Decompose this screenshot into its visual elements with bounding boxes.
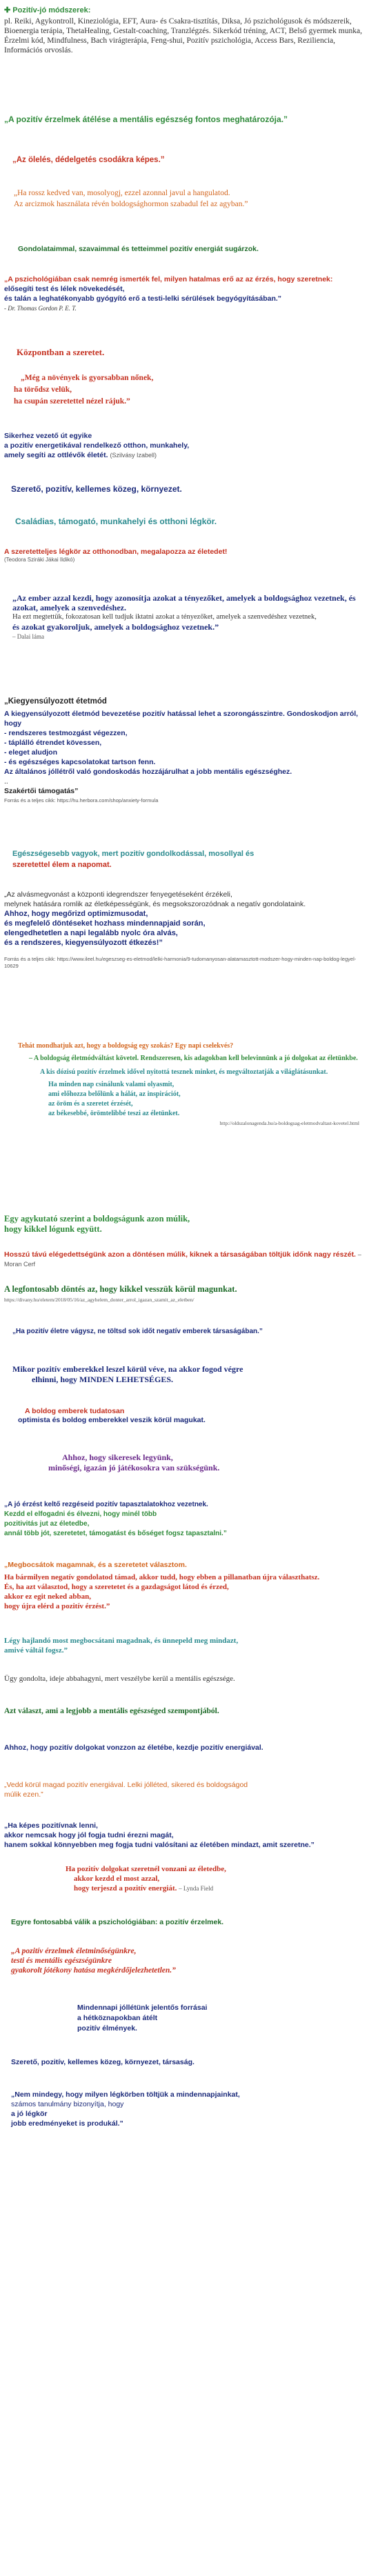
sleep-line2: melynek hatására romlik az életképességünk, és megsokszorozódnak a negatív gondolataink. bbox=[4, 900, 306, 908]
attract-positive: Ahhoz, hogy pozitív dolgokat vonzzon az életébe, kezdje pozitív energiával. bbox=[4, 1744, 263, 1752]
important-decision bbox=[4, 1284, 365, 1305]
atmosphere-line4: jobb eredményeket is produkál.” bbox=[11, 2119, 123, 2128]
quote-gordon-line2: elősegíti test és lélek növekedését, bbox=[4, 285, 125, 293]
balanced-expert-support: Szakértői támogatás” bbox=[4, 787, 79, 795]
positive-life-quote: „Ha pozitív életre vágysz, ne töltsd sok időt negatív emberek társaságában.” bbox=[12, 1328, 263, 1335]
surround-line1: „Vedd körül magad pozitív energiával. Lelki jólléted, sikered és boldogságod bbox=[4, 1781, 248, 1789]
good-vibrations bbox=[4, 1500, 365, 1539]
possible-line2: elhinni, hogy MINDEN LEHETSÉGES. bbox=[32, 1375, 174, 1384]
positive-emotions-psychology: Egyre fontosabbá válik a pszichológiában: a pozitív érzelmek. bbox=[11, 1918, 224, 1926]
spread-line1: Ha pozitív dolgokat szeretnél vonzani az életedbe, bbox=[66, 1865, 226, 1873]
benefits-line3: gyakorolt jótékony hatása megkérdőjelezhetetlen.” bbox=[11, 1966, 176, 1975]
methods-list: pl. Reiki, Agykontroll, Kineziológia, EFT, Aura- és Csakra-tisztítás, Diksa, Jó pszichológusok és módszereik, Bioenergia terápia, ThetaHealing, Gestalt-coaching, Tranzlégzés. Sikerkód tréning, ACT, Belső gyermek munka, Érzelmi kód, Mindfulness, Bach virágterápia, Feng-shui, Pozitív pszichológia, Access Bars, Reziliencia, Információs orvoslás. bbox=[4, 17, 362, 54]
spread-energy bbox=[66, 1864, 365, 1893]
balanced-item-diet: - táplálló étrendet kövessen, bbox=[4, 739, 102, 747]
celebrate-line1: Légy hajlandó most megbocsátani magadnak, és ünnepeld meg mindazt, bbox=[4, 1637, 239, 1645]
balanced-item-exercise: - rendszeres testmozgást végezzen, bbox=[4, 729, 128, 737]
balanced-lifestyle-title: „Kiegyensúlyozott étetmód bbox=[4, 697, 107, 706]
quote-dalai-author: – Dalai láma bbox=[12, 633, 44, 640]
happy-people bbox=[18, 1407, 365, 1425]
atmosphere-line1: „Nem mindegy, hogy milyen légkörben töltjük a mindennapjainkat, bbox=[11, 2090, 240, 2099]
balanced-lifestyle-intro: A kiegyensúlyozott életmód bevezetése pozitív hatással lehet a szorongásszintre. Gondoskodjon arról, hogy bbox=[4, 710, 359, 728]
balanced-lifestyle bbox=[4, 697, 365, 806]
spread-author: – Lynda Field bbox=[179, 1885, 214, 1892]
brain-line1: Egy agykutató szerint a boldogságunk azon múlik, bbox=[4, 1214, 190, 1224]
vibrations-line1: „A jó érzést keltő rezgéseid pozitív tapasztalatokhoz vezetnek. bbox=[4, 1501, 208, 1508]
sleep-line1: „Az alvásmegvonást a központi idegrendszer fenyegetéseként érzékeli, bbox=[4, 890, 232, 899]
quote-gordon bbox=[4, 274, 365, 313]
vibrations-line3: pozitivitás jut az életedbe, bbox=[4, 1520, 90, 1528]
satisfaction-author: – Moran Cerf bbox=[4, 1251, 361, 1268]
forgive-line4: hogy újra elérd a pozitív érzést.” bbox=[4, 1602, 110, 1610]
important-decision-text: A legfontosabb döntés az, hogy kikkel vesszük körül magunkat. bbox=[4, 1284, 237, 1294]
quote-plants-line3: ha csupán szeretettel nézel rájuk.” bbox=[14, 397, 130, 406]
quote-success-line2: a pozitív energetikával rendelkező otthon, munkahely, bbox=[4, 441, 190, 450]
forgive-myself bbox=[4, 1560, 365, 1611]
be-positive bbox=[4, 1821, 365, 1850]
quote-home-author: (Teodora Sziráki Jákai Ildikó) bbox=[4, 557, 75, 563]
quote-smile bbox=[14, 188, 365, 210]
loving-environment: Szerető, pozitív, kellemes közeg, környezet. bbox=[11, 484, 182, 494]
positive-energy-statement: Gondolataimmal, szavaimmal és tetteimmel pozitív energiát sugárzok. bbox=[18, 245, 259, 253]
successful-line2: minőségi, igazán jó játékosokra van szükségünk. bbox=[48, 1463, 220, 1472]
quote-success-home bbox=[4, 431, 365, 460]
methods-section bbox=[4, 6, 365, 14]
quote-benefits bbox=[11, 1946, 365, 1975]
quote-dalai-lama bbox=[12, 593, 365, 641]
healthier-statement bbox=[12, 848, 365, 870]
sleep-line5: elengedhetetlen a napi legalább nyolc óra alvás, bbox=[4, 929, 178, 937]
satisfaction-text: Hosszú távú elégedettségünk azon a döntésen múlik, kiknek a társaságában töltjük időnk nagy részét. bbox=[4, 1250, 356, 1259]
everything-possible bbox=[12, 1364, 365, 1385]
happy-people-line2: optimista és boldog emberekkel veszik körül magukat. bbox=[18, 1416, 206, 1424]
quote-success-line3: amely segíti az ottlévők életét. bbox=[4, 451, 108, 459]
be-positive-line3: hanem sokkal könnyebben meg fogja tudni valósítani az életében mindazt, amit szeretne.” bbox=[4, 1841, 315, 1849]
forgive-line2: És, ha azt választod, hogy a szeretetet és a gazdagságot látod és érzed, bbox=[4, 1583, 229, 1591]
methods-heading: ✚ Pozitív-jó módszerek: bbox=[4, 6, 91, 14]
vibrations-line4: annál több jót, szeretetet, támogatást és bőséget fogsz tapasztalni.” bbox=[4, 1530, 227, 1537]
brain-researcher bbox=[4, 1214, 365, 1235]
sleep-source: Forrás és a teljes cikk: https://www.ileel.hu/egeszseg-es-eletmod/lelki-harmonia/9-tudomanyosan-alatamasztott-modszer-hogy-minden-nap-boldog-legyel-10629 bbox=[4, 956, 357, 969]
quote-success-author: (Szilvásy Izabell) bbox=[110, 452, 157, 459]
surround-line2: múlik ezen.” bbox=[4, 1790, 43, 1799]
quote-smile-line2: Az arcizmok használata révén boldogsághormon szabadul fel az agyban.” bbox=[14, 200, 248, 208]
love-center-heading: Központban a szeretet. bbox=[17, 347, 105, 357]
quote-hug: „Az ölelés, dédelgetés csodákra képes.” bbox=[12, 156, 165, 164]
quote-success-line1: Sikerhez vezető út egyike bbox=[4, 432, 92, 440]
quote-gordon-author: - Dr. Thomas Gordon P. E. T. bbox=[4, 305, 77, 312]
benefits-line1: „A pozitív érzelmek életminőségünkre, bbox=[11, 1947, 137, 1955]
celebrate-yourself bbox=[4, 1636, 365, 1655]
daily-wellbeing bbox=[77, 2003, 365, 2034]
wellbeing-line3: pozitív élmények. bbox=[77, 2024, 137, 2033]
loving-company: Szerető, pozitív, kellemes közeg, környezet, társaság. bbox=[11, 2058, 195, 2066]
be-positive-line2: akkor nemcsak hogy jól fogja tudni érezni magát, bbox=[4, 1831, 174, 1839]
quote-dalai-line1: „Az ember azzal kezdi, hogy azonosítja azokat a tényezőket, amelyek a boldogsághoz vezetnek, és azokat, amelyek a szenvedéshez. bbox=[12, 593, 356, 612]
possible-line1: Mikor pozitív emberekkel leszel körül véve, na akkor fogod végre bbox=[12, 1364, 243, 1374]
habit-line4: ami előhozza belőlünk a hálát, az inspirációt, bbox=[48, 1090, 181, 1098]
atmosphere-line2: számos tanulmány bizonyítja, hogy bbox=[11, 2100, 124, 2108]
spread-line2: akkor kezdd el most azzal, bbox=[74, 1875, 160, 1883]
balanced-dots: .. bbox=[4, 777, 8, 786]
quote-dalai-line2: Ha ezt megtettük, fokozatosan kell tudjuk iktatni azokat a tényezőket, amelyek a szenvedéshez vezetnek, bbox=[12, 613, 317, 621]
balanced-item-sleep: - eleget aludjon bbox=[4, 748, 58, 757]
habit-source: http://oldszalonagenda.hu/a-boldogsag-eletmodvaltast-kovetel.html bbox=[219, 1120, 359, 1126]
be-positive-line1: „Ha képes pozitívnak lenni, bbox=[4, 1821, 98, 1830]
balanced-source: Forrás és a teljes cikk: https://hu.herbora.com/shop/anxiety-formula bbox=[4, 797, 159, 803]
mental-health-stop: Ügy gondolta, ideje abbahagyni, mert veszélybe kerül a mentális egészsége. bbox=[4, 1675, 235, 1683]
forgive-line3: akkor ez egit neked abban, bbox=[4, 1592, 92, 1601]
habit-title: Tehát mondhatjuk azt, hogy a boldogság egy szokás? Egy napi cselekvés? bbox=[18, 1042, 234, 1050]
quote-smile-line1: „Ha rossz kedved van, mosolyogj, ezzel azonnal javul a hangulatod. bbox=[14, 189, 230, 197]
happy-people-line1: A boldog emberek tudatosan bbox=[25, 1407, 125, 1415]
wellbeing-line2: a hétköznapokban átélt bbox=[77, 2014, 158, 2022]
healthier-line2: szeretettel élem a napomat. bbox=[12, 861, 112, 869]
benefits-line2: testi és mentális egészségünkre bbox=[11, 1957, 112, 1965]
quote-dalai-line3: és azokat gyakoroljuk, amelyek a boldogsághoz vezetnek.” bbox=[12, 622, 219, 632]
happiness-habit bbox=[18, 1041, 365, 1128]
plus-icon: ✚ bbox=[4, 6, 11, 14]
celebrate-line2: amivé váltál fogsz.” bbox=[4, 1646, 68, 1655]
quote-gordon-line3: és talán a leghatékonyabb gyógyító erő a testi-lelki sérülések begyógyításában.” bbox=[4, 294, 282, 303]
successful-line1: Ahhoz, hogy sikeresek legyünk, bbox=[62, 1452, 173, 1462]
long-term-satisfaction bbox=[4, 1250, 365, 1269]
sleep-line4: és megfelelő döntéseket hozhass mindennapjaid során, bbox=[4, 919, 206, 928]
quote-gordon-line1: „A pszichológiában csak nemrég ismerték fel, milyen hatalmas erő az az érzés, hogy szeretnek: bbox=[4, 275, 333, 283]
habit-line5: az öröm és a szeretet érzését, bbox=[48, 1100, 133, 1108]
successful-players bbox=[48, 1452, 365, 1473]
quote-plants bbox=[14, 372, 365, 408]
vibrations-line2: Kezdd el elfogadni és élvezni, hogy minél több bbox=[4, 1510, 157, 1518]
atmosphere-line3: a jó légkör bbox=[11, 2110, 48, 2118]
habit-line1: – A boldogság életmódváltást követel. Rendszeresen, kis adagokban kell belevinnünk a jó dolgokat az életünkbe. bbox=[29, 1055, 358, 1062]
quote-home-atmosphere bbox=[4, 548, 365, 564]
quote-home-line1: A szeretetteljes légkör az otthonodban, megalapozza az életedet! bbox=[4, 548, 228, 556]
brain-line2: hogy kikkel lógunk együtt. bbox=[4, 1224, 102, 1234]
sleep-quote bbox=[4, 890, 365, 970]
habit-line2: A kis dózisú pozitív érzelmek idővel nyitottá tesznek minket, és megváltoztatják a világlátásunkat. bbox=[40, 1068, 328, 1076]
forgive-line1: Ha bármilyen negatív gondolatod támad, akkor tudd, hogy ebben a pillanatban újra választhatsz. bbox=[4, 1573, 320, 1581]
habit-line3: Ha minden nap csinálunk valami olyasmit, bbox=[48, 1081, 174, 1088]
good-atmosphere bbox=[11, 2090, 365, 2128]
quote-plants-line2: ha törődsz velük, bbox=[14, 386, 72, 394]
wellbeing-line1: Mindennapi jóllétünk jelentős forrásai bbox=[77, 2004, 208, 2012]
healthier-line1: Egészségesebb vagyok, mert pozitív gondolkodással, mosollyal és bbox=[12, 850, 255, 858]
habit-line6: az békesebbé, örömtelibbé teszi az életünket. bbox=[48, 1110, 180, 1117]
surround-positive-energy bbox=[4, 1780, 365, 1799]
sleep-line6: és a rendszeres, kiegyensúlyozott étkezés!” bbox=[4, 939, 163, 947]
spread-line3: hogy terjeszd a pozitív energiát. bbox=[74, 1884, 177, 1893]
important-decision-source: https://divany.hu/eletem/2018/05/16/az_agyhelem_donter_arrol_igazan_szamit_az_eletben/ bbox=[4, 1297, 195, 1303]
quote-plants-line1: „Még a növények is gyorsabban nőnek, bbox=[21, 374, 154, 382]
balanced-item-relationships: - és egészséges kapcsolatokat tartson fenn. bbox=[4, 758, 156, 766]
balanced-lifestyle-conclusion: Az általános jóllétről való gondoskodás hozzájárulhat a jobb mentális egészséghez. bbox=[4, 768, 292, 776]
best-choice: Azt választ, ami a legjobb a mentális egészséged szempontjából. bbox=[4, 1707, 219, 1715]
quote-positive-emotions: „A pozitív érzelmek átélése a mentális egészség fontos meghatározója.” bbox=[4, 114, 288, 124]
forgive-title: „Megbocsátok magamnak, és a szeretetet választom. bbox=[4, 1561, 187, 1569]
family-atmosphere: Családias, támogató, munkahelyi és otthoni légkör. bbox=[15, 517, 217, 526]
sleep-line3: Ahhoz, hogy megőrizd optimizmusodat, bbox=[4, 910, 148, 918]
